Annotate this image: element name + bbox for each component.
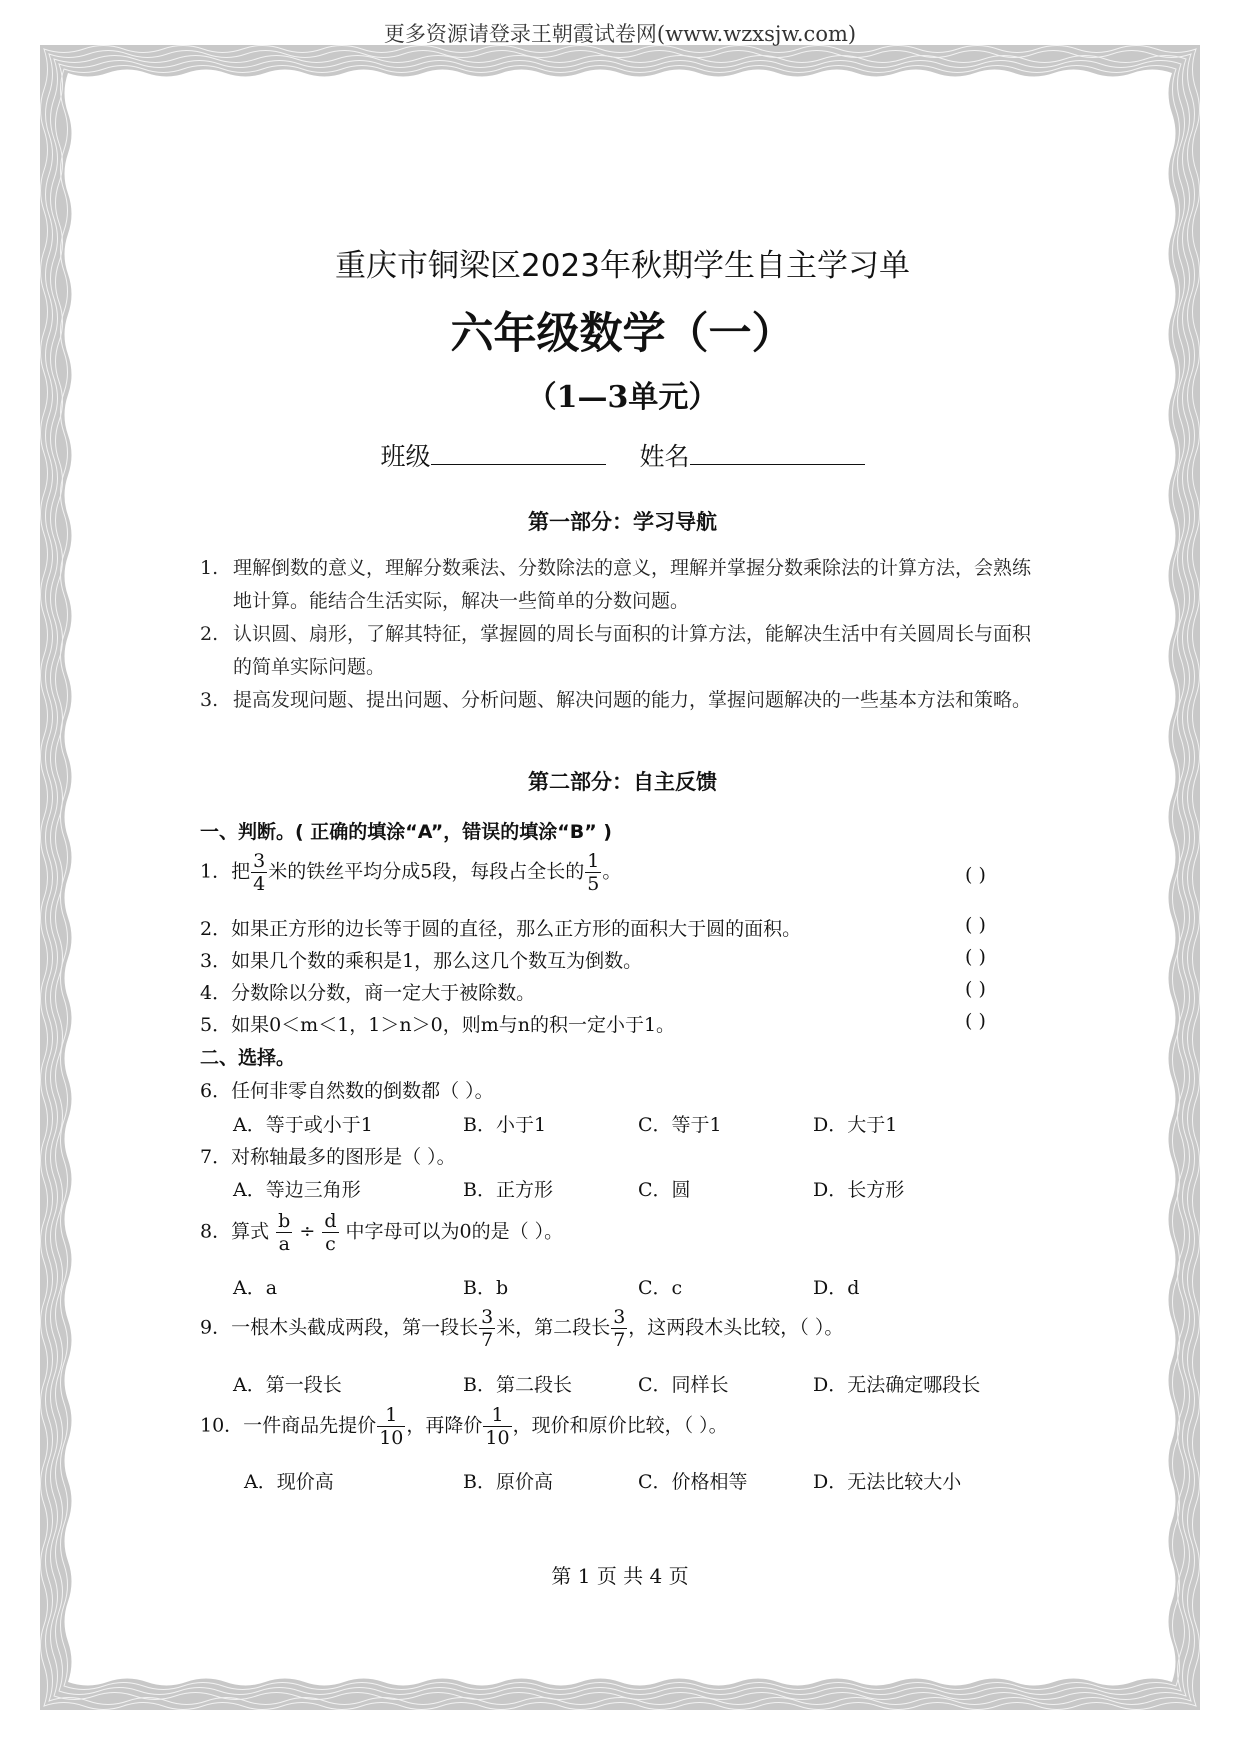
option-a[interactable]: A．现价高 — [244, 1471, 334, 1493]
exam-title-units: （1—3单元） — [526, 380, 719, 415]
page-number-footer: 第 1 页 共 4 页 — [551, 1564, 689, 1588]
fraction: $\frac{b}{a}$ — [278, 1210, 291, 1255]
fraction: $\frac{1}{10}$ — [379, 1404, 404, 1449]
part1-heading: 第一部分：学习导航 — [528, 510, 717, 534]
list-item-number: 3. — [200, 689, 219, 711]
choice-question-6: 6．任何非零自然数的倒数都（ ）。 — [200, 1080, 494, 1102]
student-info-line — [200, 437, 1045, 473]
judge-question-4 — [200, 978, 1045, 1005]
question-text: 5．如果0＜m＜1，1＞n＞0，则m与n的积一定小于1。 — [200, 1014, 676, 1036]
option-b[interactable]: B．正方形 — [463, 1179, 553, 1201]
list-item-text: 认识圆、扇形，了解其特征，掌握圆的周长与面积的计算方法，能解决生活中有关圆周长与面积的简单实际问题。 — [233, 623, 1032, 678]
option-c[interactable]: C．c — [638, 1277, 683, 1299]
question-text: 8．算式 — [200, 1220, 270, 1243]
judge-question-3 — [200, 946, 1045, 973]
answer-paren[interactable]: ( ) — [965, 914, 986, 936]
option-b[interactable]: B．第二段长 — [463, 1374, 572, 1396]
name-blank-field[interactable] — [690, 440, 865, 465]
fraction: $\frac{3}{7}$ — [481, 1306, 494, 1351]
option-c[interactable]: C．圆 — [638, 1179, 691, 1201]
class-label: 班级 — [380, 442, 431, 471]
watermark-text: 更多资源请登录王朝霞试卷网(www.wzxsjw.com) — [383, 22, 857, 46]
fraction: $\frac{d}{c}$ — [324, 1210, 337, 1255]
option-d[interactable]: D．d — [813, 1277, 860, 1299]
name-label: 姓名 — [639, 442, 690, 471]
list-item — [200, 684, 1045, 717]
question-text: 9．一根木头截成两段，第一段长 — [200, 1316, 479, 1339]
choice-question-8: 8．算式 $\frac{b}{a}$ ÷ $\frac{d}{c}$ 中字母可以为0的是（ ）。 — [200, 1210, 564, 1255]
option-a[interactable]: A．等边三角形 — [233, 1179, 361, 1201]
option-c[interactable]: C．价格相等 — [638, 1471, 748, 1493]
question-text: 1．把 — [200, 860, 251, 883]
option-b[interactable]: B．原价高 — [463, 1471, 553, 1493]
question-text: 米的铁丝平均分成5段，每段占全长的 — [268, 860, 585, 883]
answer-paren[interactable]: ( ) — [965, 864, 986, 886]
judge-question-2 — [200, 914, 1045, 941]
exam-title-subject: 六年级数学（一） — [450, 309, 795, 359]
exam-title-region: 重庆市铜梁区2023年秋期学生自主学习单 — [335, 248, 910, 284]
judge-section-heading: 一、判断。( 正确的填涂“A”，错误的填涂“B” ) — [200, 821, 612, 843]
option-a[interactable]: A．第一段长 — [233, 1374, 342, 1396]
option-d[interactable]: D．无法比较大小 — [813, 1471, 962, 1493]
answer-paren[interactable]: ( ) — [965, 946, 986, 968]
question-text: 米，第二段长 — [496, 1316, 611, 1339]
class-blank-field[interactable] — [431, 440, 606, 465]
answer-paren[interactable]: ( ) — [965, 978, 986, 1000]
choice-section-heading: 二、选择。 — [200, 1047, 296, 1069]
list-item-text: 理解倒数的意义，理解分数乘法、分数除法的意义，理解并掌握分数乘除法的计算方法，会熟练地计算。能结合生活实际，解决一些简单的分数问题。 — [233, 557, 1032, 612]
choice-question-7: 7．对称轴最多的图形是（ ）。 — [200, 1146, 456, 1168]
option-c[interactable]: C．同样长 — [638, 1374, 729, 1396]
fraction: $\frac{1}{5}$ — [587, 850, 600, 895]
learning-guide-list — [200, 552, 1045, 717]
option-a[interactable]: A．a — [233, 1277, 278, 1299]
question-text: 4．分数除以分数，商一定大于被除数。 — [200, 982, 536, 1004]
fraction: $\frac{3}{4}$ — [253, 850, 266, 895]
question-text: 2．如果正方形的边长等于圆的直径，那么正方形的面积大于圆的面积。 — [200, 918, 802, 940]
choice-question-9 — [200, 1306, 1045, 1351]
question-text: ，再降价 — [406, 1414, 483, 1437]
question-text: 3．如果几个数的乘积是1，那么这几个数互为倒数。 — [200, 950, 643, 972]
option-b[interactable]: B．小于1 — [463, 1114, 547, 1136]
option-b[interactable]: B．b — [463, 1277, 509, 1299]
question-text: 10．一件商品先提价 — [200, 1414, 377, 1437]
option-d[interactable]: D．长方形 — [813, 1179, 905, 1201]
question-text: ，这两段木头比较，（ ）。 — [628, 1316, 844, 1339]
list-item — [200, 618, 1045, 684]
judge-question-5 — [200, 1010, 1045, 1037]
option-a[interactable]: A．等于或小于1 — [233, 1114, 373, 1136]
fraction: $\frac{1}{10}$ — [485, 1404, 510, 1449]
list-item — [200, 552, 1045, 618]
answer-paren[interactable]: ( ) — [965, 1010, 986, 1032]
list-item-number: 1. — [200, 557, 219, 579]
judge-question-1: 1．把 $\frac{3}{4}$ 米的铁丝平均分成5段，每段占全长的 $\frac{1}{5}$ 。 ( ) — [200, 850, 986, 895]
option-d[interactable]: D．无法确定哪段长 — [813, 1374, 981, 1396]
option-d[interactable]: D．大于1 — [813, 1114, 898, 1136]
list-item-text: 提高发现问题、提出问题、分析问题、解决问题的能力，掌握问题解决的一些基本方法和策略。 — [233, 689, 1032, 711]
part2-heading: 第二部分：自主反馈 — [528, 770, 717, 794]
question-text: 中字母可以为0的是（ ）。 — [345, 1220, 564, 1243]
question-text: ，现价和原价比较，（ ）。 — [512, 1414, 728, 1437]
choice-question-10 — [200, 1404, 1045, 1449]
fraction: $\frac{3}{7}$ — [613, 1306, 626, 1351]
option-c[interactable]: C．等于1 — [638, 1114, 722, 1136]
list-item-number: 2. — [200, 623, 219, 645]
